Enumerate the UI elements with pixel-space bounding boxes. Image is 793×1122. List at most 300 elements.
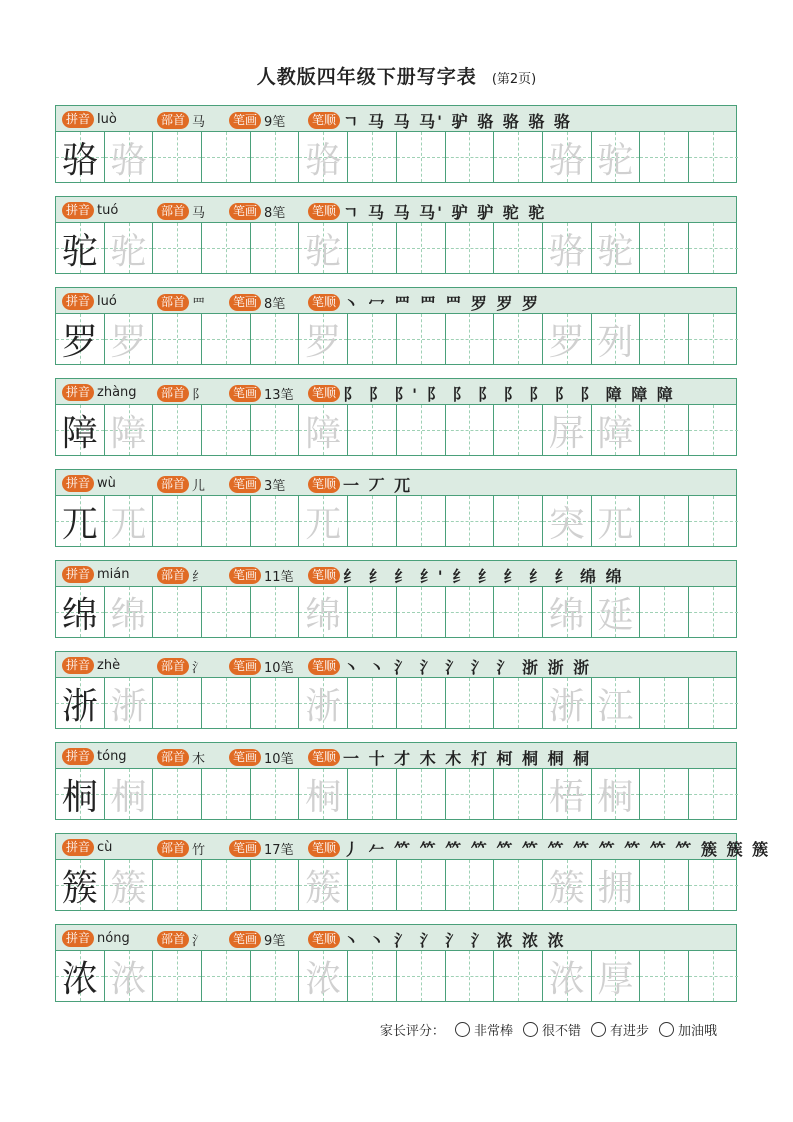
stroke-order-value: 丿 𠂉 𥫗 𥫗 𥫗 𥫗 𥫗 𥫗 𥫗 𥫗 𥫗 𥫗 𥫗 𥫗 簇 簇 簇: [343, 840, 771, 859]
rating-option-1: 很不错: [541, 1024, 581, 1039]
pinyin-value: tóng: [97, 749, 127, 764]
grid-cell[interactable]: [592, 223, 641, 273]
grid-cell[interactable]: [153, 314, 202, 364]
pinyin-tag: 拼音: [62, 930, 94, 947]
grid-cell[interactable]: [202, 860, 251, 910]
grid-cell[interactable]: [202, 496, 251, 546]
grid-cell[interactable]: [397, 314, 446, 364]
writing-grid: [56, 860, 738, 910]
example-word-char: 浙: [548, 685, 585, 727]
stroke-order-value: 一 丆 兀: [343, 476, 413, 495]
grid-cell[interactable]: [105, 496, 154, 546]
grid-cell[interactable]: [446, 496, 495, 546]
rating-radio-2[interactable]: [591, 1022, 606, 1037]
grid-cell[interactable]: [105, 951, 154, 1001]
stroke-order-field: [308, 473, 412, 496]
example-word-char: 厚: [597, 958, 634, 1000]
stroke-count-value: 10笔: [264, 752, 294, 767]
rating-radio-1[interactable]: [523, 1022, 538, 1037]
radical-field: [157, 384, 205, 403]
pinyin-value: cù: [97, 840, 113, 855]
grid-cell[interactable]: [494, 314, 543, 364]
stroke-order-tag: 笔顺: [308, 203, 340, 220]
grid-cell[interactable]: [397, 678, 446, 728]
grid-cell[interactable]: [299, 951, 348, 1001]
grid-cell[interactable]: [56, 951, 105, 1001]
grid-cell[interactable]: [494, 587, 543, 637]
rating-radio-3[interactable]: [659, 1022, 674, 1037]
stroke-order-tag: 笔顺: [308, 749, 340, 766]
stroke-order-value: 丶 丶 氵 氵 氵 氵 氵 浙 浙 浙: [343, 658, 592, 677]
stroke-count-field: [229, 657, 294, 676]
trace-char: 桐: [110, 776, 147, 818]
grid-cell[interactable]: [251, 132, 300, 182]
grid-cell[interactable]: [640, 496, 689, 546]
grid-cell[interactable]: [56, 132, 105, 182]
rating-option-3: 加油哦: [677, 1024, 717, 1039]
stroke-order-tag: 笔顺: [308, 658, 340, 675]
example-word-char: 突: [548, 503, 585, 545]
radical-tag: 部首: [157, 567, 189, 584]
writing-grid: [56, 951, 738, 1001]
radical-tag: 部首: [157, 840, 189, 857]
grid-cell[interactable]: [251, 678, 300, 728]
radical-tag: 部首: [157, 931, 189, 948]
grid-cell[interactable]: [397, 587, 446, 637]
grid-cell[interactable]: [299, 587, 348, 637]
grid-cell[interactable]: [640, 223, 689, 273]
grid-cell[interactable]: [153, 678, 202, 728]
grid-cell[interactable]: [251, 405, 300, 455]
grid-cell[interactable]: [299, 314, 348, 364]
grid-cell[interactable]: [202, 587, 251, 637]
radical-value: 罒: [192, 297, 206, 312]
stroke-count-value: 10笔: [264, 661, 294, 676]
radical-tag: 部首: [157, 294, 189, 311]
radical-field: [157, 657, 205, 676]
grid-cell[interactable]: [543, 223, 592, 273]
radical-value: 氵: [192, 934, 206, 949]
stroke-count-field: [229, 384, 294, 403]
radical-tag: 部首: [157, 112, 189, 129]
grid-cell[interactable]: [348, 860, 397, 910]
example-word-char: 簇: [548, 867, 585, 909]
grid-cell[interactable]: [202, 678, 251, 728]
grid-cell[interactable]: [640, 951, 689, 1001]
grid-cell[interactable]: [446, 223, 495, 273]
stroke-count-value: 8笔: [264, 206, 286, 221]
trace-char: 兀: [305, 503, 342, 545]
char-info: [56, 379, 736, 405]
grid-cell[interactable]: [153, 587, 202, 637]
grid-cell[interactable]: [543, 860, 592, 910]
grid-cell[interactable]: [397, 132, 446, 182]
example-word-char: 绵: [548, 594, 585, 636]
radical-field: [157, 566, 205, 585]
stroke-count-tag: 笔画: [229, 385, 261, 402]
trace-char: 骆: [305, 139, 342, 181]
grid-cell[interactable]: [592, 496, 641, 546]
grid-cell[interactable]: [299, 223, 348, 273]
pinyin-field: [62, 748, 127, 765]
writing-grid: [56, 223, 738, 273]
grid-cell[interactable]: [689, 769, 738, 819]
grid-cell[interactable]: [397, 860, 446, 910]
grid-cell[interactable]: [105, 587, 154, 637]
page-title-wrap: [0, 62, 793, 89]
grid-cell[interactable]: [348, 314, 397, 364]
stroke-order-tag: 笔顺: [308, 840, 340, 857]
stroke-count-value: 17笔: [264, 843, 294, 858]
stroke-count-tag: 笔画: [229, 567, 261, 584]
example-word-char: 驼: [597, 139, 634, 181]
grid-cell[interactable]: [397, 223, 446, 273]
char-block: [55, 924, 737, 1002]
grid-cell[interactable]: [348, 769, 397, 819]
grid-cell[interactable]: [348, 132, 397, 182]
grid-cell[interactable]: [543, 132, 592, 182]
grid-cell[interactable]: [56, 314, 105, 364]
pinyin-field: [62, 111, 117, 128]
pinyin-tag: 拼音: [62, 748, 94, 765]
pinyin-value: luò: [97, 112, 117, 127]
trace-char: 浙: [305, 685, 342, 727]
stroke-count-value: 9笔: [264, 115, 286, 130]
radical-field: [157, 839, 205, 858]
grid-cell[interactable]: [494, 860, 543, 910]
stroke-count-value: 8笔: [264, 297, 286, 312]
model-char: 驼: [61, 230, 98, 272]
grid-cell[interactable]: [251, 496, 300, 546]
grid-cell[interactable]: [56, 587, 105, 637]
pinyin-tag: 拼音: [62, 202, 94, 219]
grid-cell[interactable]: [592, 860, 641, 910]
grid-cell[interactable]: [446, 860, 495, 910]
grid-cell[interactable]: [153, 496, 202, 546]
pinyin-field: [62, 202, 118, 219]
char-info: [56, 470, 736, 496]
stroke-count-tag: 笔画: [229, 203, 261, 220]
stroke-order-value: 阝 阝 阝' 阝 阝 阝 阝 阝 阝 阝 障 障 障: [343, 385, 675, 404]
grid-cell[interactable]: [446, 951, 495, 1001]
trace-char: 浙: [110, 685, 147, 727]
grid-cell[interactable]: [397, 951, 446, 1001]
grid-cell[interactable]: [56, 678, 105, 728]
example-word-char: 拥: [597, 867, 634, 909]
grid-cell[interactable]: [348, 678, 397, 728]
grid-cell[interactable]: [494, 223, 543, 273]
char-block: [55, 742, 737, 820]
writing-grid: [56, 587, 738, 637]
grid-cell[interactable]: [202, 769, 251, 819]
rating-option-0: 非常棒: [473, 1024, 513, 1039]
trace-char: 骆: [110, 139, 147, 181]
grid-cell[interactable]: [446, 769, 495, 819]
grid-cell[interactable]: [494, 405, 543, 455]
grid-cell[interactable]: [543, 951, 592, 1001]
pinyin-tag: 拼音: [62, 839, 94, 856]
grid-cell[interactable]: [689, 587, 738, 637]
grid-cell[interactable]: [202, 405, 251, 455]
char-info: [56, 652, 736, 678]
stroke-count-field: [229, 566, 294, 585]
parent-rating: [380, 1020, 717, 1039]
writing-grid: [56, 496, 738, 546]
example-word-char: 障: [597, 412, 634, 454]
stroke-count-field: [229, 475, 285, 494]
grid-cell[interactable]: [689, 951, 738, 1001]
trace-char: 障: [305, 412, 342, 454]
stroke-count-tag: 笔画: [229, 658, 261, 675]
grid-cell[interactable]: [153, 223, 202, 273]
page-title: 人教版四年级下册写字表: [256, 66, 477, 88]
grid-cell[interactable]: [251, 860, 300, 910]
stroke-order-value: 一 十 才 木 木 朾 柯 桐 桐 桐: [343, 749, 592, 768]
grid-cell[interactable]: [494, 951, 543, 1001]
pinyin-field: [62, 839, 112, 856]
parent-rating-label: 家长评分：: [379, 1024, 445, 1039]
pinyin-tag: 拼音: [62, 384, 94, 401]
grid-cell[interactable]: [446, 405, 495, 455]
pinyin-tag: 拼音: [62, 111, 94, 128]
radical-field: [157, 475, 205, 494]
grid-cell[interactable]: [592, 678, 641, 728]
grid-cell[interactable]: [56, 405, 105, 455]
grid-cell[interactable]: [251, 951, 300, 1001]
model-char: 兀: [61, 503, 98, 545]
stroke-count-tag: 笔画: [229, 931, 261, 948]
example-word-char: 骆: [548, 230, 585, 272]
grid-cell[interactable]: [592, 132, 641, 182]
radical-field: [157, 111, 205, 130]
grid-cell[interactable]: [543, 587, 592, 637]
grid-cell[interactable]: [397, 405, 446, 455]
trace-char: 浓: [110, 958, 147, 1000]
grid-cell[interactable]: [494, 769, 543, 819]
grid-cell[interactable]: [640, 678, 689, 728]
radical-value: 木: [192, 752, 206, 767]
grid-cell[interactable]: [446, 132, 495, 182]
grid-cell[interactable]: [299, 769, 348, 819]
grid-cell[interactable]: [299, 405, 348, 455]
pinyin-field: [62, 475, 116, 492]
grid-cell[interactable]: [689, 678, 738, 728]
grid-cell[interactable]: [689, 860, 738, 910]
stroke-order-field: [308, 109, 572, 132]
rating-radio-0[interactable]: [455, 1022, 470, 1037]
grid-cell[interactable]: [105, 769, 154, 819]
stroke-order-tag: 笔顺: [308, 931, 340, 948]
grid-cell[interactable]: [543, 496, 592, 546]
grid-cell[interactable]: [348, 223, 397, 273]
grid-cell[interactable]: [640, 405, 689, 455]
stroke-order-value: 丶 冖 罒 罒 罒 罗 罗 罗: [343, 294, 541, 313]
stroke-order-field: [308, 200, 546, 223]
radical-tag: 部首: [157, 658, 189, 675]
grid-cell[interactable]: [56, 769, 105, 819]
grid-cell[interactable]: [689, 223, 738, 273]
radical-value: 竹: [192, 843, 206, 858]
writing-grid: [56, 769, 738, 819]
grid-cell[interactable]: [153, 769, 202, 819]
grid-cell[interactable]: [202, 951, 251, 1001]
stroke-count-value: 9笔: [264, 934, 286, 949]
pinyin-value: zhè: [97, 658, 121, 673]
grid-cell[interactable]: [640, 860, 689, 910]
stroke-order-value: 丶 丶 氵 氵 氵 氵 浓 浓 浓: [343, 931, 566, 950]
pinyin-value: tuó: [97, 203, 119, 218]
grid-cell[interactable]: [446, 678, 495, 728]
radical-field: [157, 930, 205, 949]
grid-cell[interactable]: [592, 769, 641, 819]
radical-value: 马: [192, 206, 206, 221]
example-word-char: 梧: [548, 776, 585, 818]
grid-cell[interactable]: [543, 314, 592, 364]
char-info: [56, 925, 736, 951]
radical-value: 儿: [192, 479, 206, 494]
grid-cell[interactable]: [348, 405, 397, 455]
stroke-order-tag: 笔顺: [308, 476, 340, 493]
grid-cell[interactable]: [56, 496, 105, 546]
grid-cell[interactable]: [56, 223, 105, 273]
grid-cell[interactable]: [640, 587, 689, 637]
grid-cell[interactable]: [251, 314, 300, 364]
trace-char: 浓: [305, 958, 342, 1000]
radical-tag: 部首: [157, 476, 189, 493]
stroke-order-value: ㄱ 马 马 马' 驴 骆 骆 骆 骆: [343, 112, 572, 131]
grid-cell[interactable]: [202, 132, 251, 182]
grid-cell[interactable]: [397, 496, 446, 546]
char-info: [56, 743, 736, 769]
grid-cell[interactable]: [689, 314, 738, 364]
grid-cell[interactable]: [592, 314, 641, 364]
char-info: [56, 106, 736, 132]
stroke-count-field: [229, 839, 294, 858]
grid-cell[interactable]: [153, 951, 202, 1001]
grid-cell[interactable]: [348, 587, 397, 637]
grid-cell[interactable]: [446, 587, 495, 637]
radical-value: 氵: [192, 661, 206, 676]
grid-cell[interactable]: [105, 860, 154, 910]
grid-cell[interactable]: [640, 769, 689, 819]
stroke-count-tag: 笔画: [229, 294, 261, 311]
example-word-char: 延: [597, 594, 634, 636]
grid-cell[interactable]: [592, 587, 641, 637]
char-block: [55, 469, 737, 547]
grid-cell[interactable]: [105, 223, 154, 273]
stroke-count-field: [229, 202, 285, 221]
grid-cell[interactable]: [348, 496, 397, 546]
model-char: 桐: [61, 776, 98, 818]
stroke-order-field: [308, 382, 675, 405]
grid-cell[interactable]: [494, 496, 543, 546]
grid-cell[interactable]: [251, 223, 300, 273]
grid-cell[interactable]: [494, 678, 543, 728]
stroke-order-field: [308, 564, 624, 587]
pinyin-value: nóng: [97, 931, 130, 946]
char-block: [55, 378, 737, 456]
trace-char: 簇: [305, 867, 342, 909]
pinyin-value: wù: [97, 476, 116, 491]
grid-cell[interactable]: [640, 314, 689, 364]
radical-value: 马: [192, 115, 206, 130]
trace-char: 罗: [305, 321, 342, 363]
stroke-count-tag: 笔画: [229, 476, 261, 493]
grid-cell[interactable]: [543, 769, 592, 819]
grid-cell[interactable]: [689, 496, 738, 546]
rating-option-2: 有进步: [609, 1024, 649, 1039]
pinyin-field: [62, 657, 120, 674]
stroke-order-value: 纟 纟 纟 纟' 纟 纟 纟 纟 纟 绵 绵: [343, 567, 624, 586]
grid-cell[interactable]: [299, 496, 348, 546]
char-block: [55, 560, 737, 638]
grid-cell[interactable]: [153, 132, 202, 182]
grid-cell[interactable]: [105, 405, 154, 455]
stroke-count-value: 11笔: [264, 570, 294, 585]
grid-cell[interactable]: [592, 405, 641, 455]
grid-cell[interactable]: [56, 860, 105, 910]
stroke-count-value: 13笔: [264, 388, 294, 403]
pinyin-value: luó: [97, 294, 117, 309]
grid-cell[interactable]: [299, 678, 348, 728]
grid-cell[interactable]: [153, 405, 202, 455]
stroke-count-value: 3笔: [264, 479, 286, 494]
grid-cell[interactable]: [689, 405, 738, 455]
radical-field: [157, 202, 205, 221]
pinyin-value: zhàng: [97, 385, 137, 400]
grid-cell[interactable]: [592, 951, 641, 1001]
trace-char: 桐: [305, 776, 342, 818]
writing-grid: [56, 678, 738, 728]
model-char: 罗: [61, 321, 98, 363]
model-char: 骆: [61, 139, 98, 181]
grid-cell[interactable]: [543, 678, 592, 728]
char-block: [55, 651, 737, 729]
grid-cell[interactable]: [202, 223, 251, 273]
grid-cell[interactable]: [202, 314, 251, 364]
model-char: 浓: [61, 958, 98, 1000]
trace-char: 驼: [305, 230, 342, 272]
grid-cell[interactable]: [494, 132, 543, 182]
stroke-count-tag: 笔画: [229, 112, 261, 129]
grid-cell[interactable]: [153, 860, 202, 910]
grid-cell[interactable]: [689, 132, 738, 182]
grid-cell[interactable]: [251, 769, 300, 819]
writing-grid: [56, 132, 738, 182]
grid-cell[interactable]: [397, 769, 446, 819]
stroke-order-field: [308, 655, 591, 678]
trace-char: 兀: [110, 503, 147, 545]
example-word-char: 骆: [548, 139, 585, 181]
stroke-order-tag: 笔顺: [308, 294, 340, 311]
stroke-count-field: [229, 111, 285, 130]
grid-cell[interactable]: [640, 132, 689, 182]
grid-cell[interactable]: [348, 951, 397, 1001]
grid-cell[interactable]: [299, 860, 348, 910]
grid-cell[interactable]: [105, 132, 154, 182]
grid-cell[interactable]: [543, 405, 592, 455]
grid-cell[interactable]: [446, 314, 495, 364]
grid-cell[interactable]: [105, 314, 154, 364]
radical-tag: 部首: [157, 203, 189, 220]
pinyin-tag: 拼音: [62, 566, 94, 583]
radical-value: 阝: [192, 388, 206, 403]
pinyin-field: [62, 566, 130, 583]
grid-cell[interactable]: [251, 587, 300, 637]
grid-cell[interactable]: [299, 132, 348, 182]
grid-cell[interactable]: [105, 678, 154, 728]
char-block: [55, 287, 737, 365]
